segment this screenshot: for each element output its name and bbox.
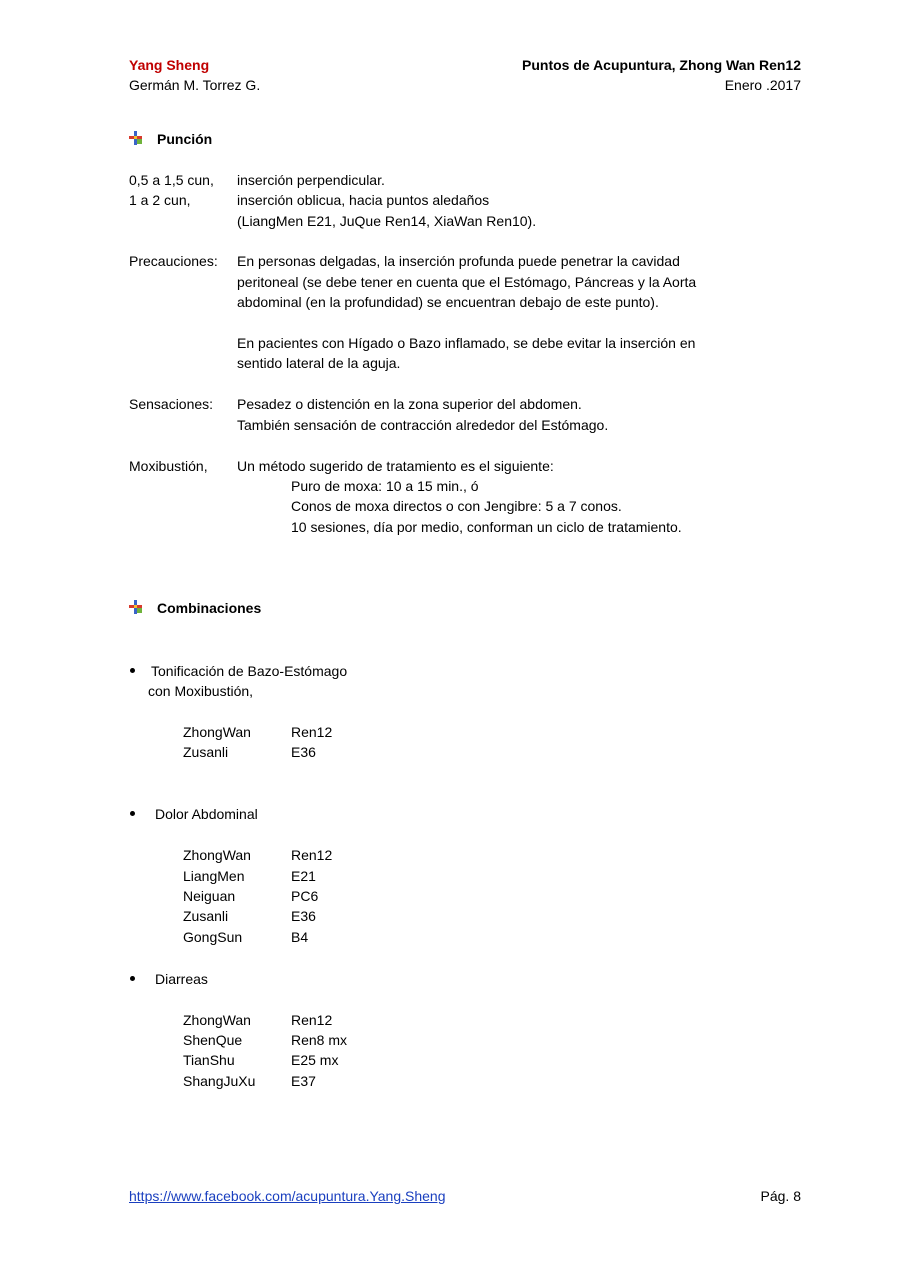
point-name: Neiguan — [183, 888, 236, 904]
point-name: Zusanli — [183, 908, 229, 924]
bullet-dot — [130, 811, 135, 816]
point-code: E36 — [291, 908, 316, 924]
group-title: Dolor Abdominal — [155, 806, 258, 822]
point-name: LiangMen — [183, 868, 245, 884]
precauciones-line: peritoneal (se debe tener en cuenta que el Estómago, Páncreas y la Aorta — [237, 274, 697, 290]
point-name: TianShu — [183, 1052, 235, 1068]
page-number: Pág. 8 — [760, 1188, 801, 1204]
point-code: E21 — [291, 868, 316, 884]
bullet-dot — [130, 976, 135, 981]
footer-facebook-link[interactable]: https://www.facebook.com/acupuntura.Yang.Sheng — [129, 1188, 446, 1204]
moxibustion-intro: Un método sugerido de tratamiento es el siguiente: — [237, 458, 554, 474]
moxibustion-item: Conos de moxa directos o con Jengibre: 5 a 7 conos. — [291, 498, 622, 514]
precauciones-line: sentido lateral de la aguja. — [237, 355, 401, 371]
point-code: PC6 — [291, 888, 319, 904]
point-name: Zusanli — [183, 744, 229, 760]
section-bullet-icon — [129, 131, 143, 145]
point-code: E36 — [291, 744, 316, 760]
precauciones-line: En pacientes con Hígado o Bazo inflamado, se debe evitar la inserción en — [237, 335, 696, 351]
sensaciones-label: Sensaciones: — [129, 396, 214, 412]
point-code: E37 — [291, 1073, 316, 1089]
point-code: Ren12 — [291, 1012, 333, 1028]
section-bullet-icon — [129, 600, 143, 614]
point-code: Ren8 mx — [291, 1032, 348, 1048]
precauciones-line: En personas delgadas, la inserción profunda puede penetrar la cavidad — [237, 253, 680, 269]
puncion-heading: Punción — [157, 131, 213, 147]
combinaciones-heading: Combinaciones — [157, 600, 262, 616]
group-subtitle: con Moxibustión, — [148, 683, 254, 699]
puncion-row-text: inserción oblicua, hacia puntos aledaños — [237, 192, 490, 208]
bullet-dot — [130, 668, 135, 673]
sensaciones-line: También sensación de contracción alrededor del Estómago. — [237, 417, 609, 433]
puncion-row-text: inserción perpendicular. — [237, 172, 385, 188]
point-code: B4 — [291, 929, 309, 945]
point-name: ZhongWan — [183, 847, 251, 863]
point-name: ShangJuXu — [183, 1073, 256, 1089]
puncion-row-label: 1 a 2 cun, — [129, 192, 191, 208]
moxibustion-item: 10 sesiones, día por medio, conforman un ciclo de tratamiento. — [291, 519, 682, 535]
puncion-row-text: (LiangMen E21, JuQue Ren14, XiaWan Ren10). — [237, 213, 537, 229]
point-code: Ren12 — [291, 847, 333, 863]
point-name: ZhongWan — [183, 1012, 251, 1028]
header-title: Puntos de Acupuntura, Zhong Wan Ren12 — [522, 57, 801, 73]
point-name: ZhongWan — [183, 724, 251, 740]
group-title: Tonificación de Bazo-Estómago — [151, 663, 348, 679]
header-brand: Yang Sheng — [129, 57, 210, 73]
header-date: Enero .2017 — [724, 77, 801, 93]
puncion-row-label: 0,5 a 1,5 cun, — [129, 172, 214, 188]
group-title: Diarreas — [155, 971, 208, 987]
point-code: Ren12 — [291, 724, 333, 740]
moxibustion-item: Puro de moxa: 10 a 15 min., ó — [291, 478, 479, 494]
header-author: Germán M. Torrez G. — [129, 77, 261, 93]
sensaciones-line: Pesadez o distención en la zona superior del abdomen. — [237, 396, 582, 412]
precauciones-line: abdominal (en la profundidad) se encuentran debajo de este punto). — [237, 294, 659, 310]
point-code: E25 mx — [291, 1052, 339, 1068]
point-name: GongSun — [183, 929, 243, 945]
precauciones-label: Precauciones: — [129, 253, 218, 269]
point-name: ShenQue — [183, 1032, 243, 1048]
moxibustion-label: Moxibustión, — [129, 458, 208, 474]
